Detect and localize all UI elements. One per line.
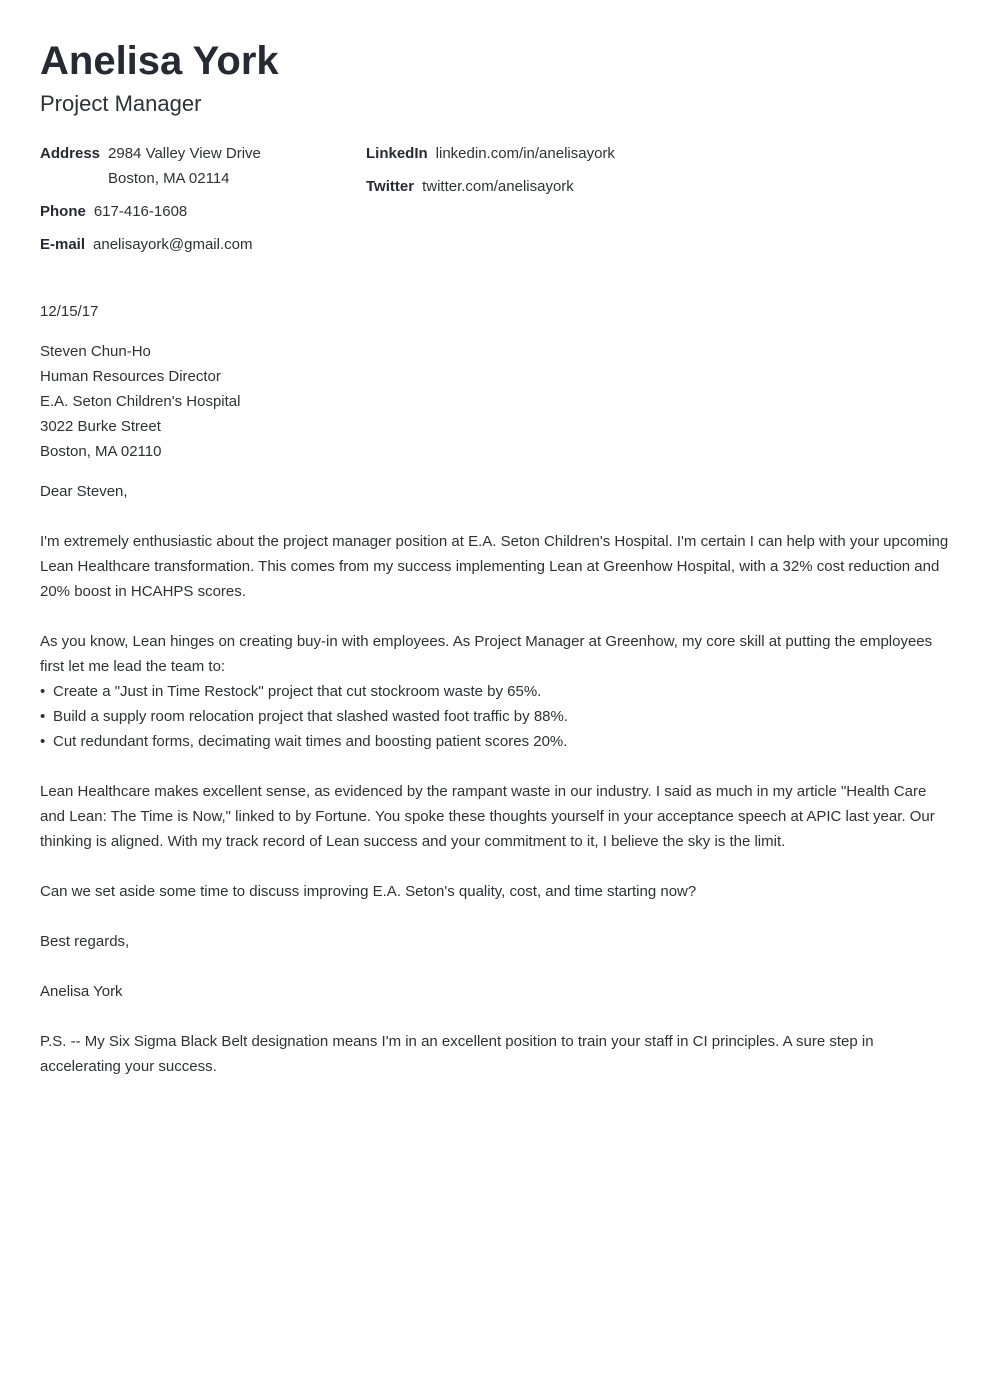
contact-address (40, 141, 366, 191)
recipient-block (40, 339, 950, 464)
salutation: Dear Steven, (40, 483, 128, 500)
contact-column-left (40, 141, 366, 265)
contact-linkedin (366, 141, 615, 166)
list-item (40, 679, 950, 704)
achievement-list (40, 679, 950, 754)
contact-phone (40, 199, 366, 224)
letter-body (40, 299, 950, 1079)
list-item-text: Build a supply room relocation project that slashed wasted foot traffic by 88%. (53, 708, 569, 725)
phone-label: Phone (40, 203, 86, 220)
bullet-icon: • (40, 708, 46, 725)
paragraph-2: As you know, Lean hinges on creating buy-in with employees. As Project Manager at Greenhow, my core skill at putting the employees first let me lead the team to: (40, 633, 933, 675)
recipient-city: Boston, MA 02110 (40, 443, 162, 460)
address-label: Address (40, 145, 101, 162)
closing: Best regards, (40, 933, 130, 950)
linkedin-value: linkedin.com/in/anelisayork (435, 145, 615, 162)
list-item (40, 704, 950, 729)
postscript: P.S. -- My Six Sigma Black Belt designation means I'm in an excellent position to train your staff in CI principles. A sure step in accelerating your success. (40, 1033, 874, 1075)
list-item-text: Create a "Just in Time Restock" project that cut stockroom waste by 65%. (53, 683, 542, 700)
twitter-value: twitter.com/anelisayork (422, 178, 574, 195)
phone-value: 617-416-1608 (93, 203, 188, 220)
letter-date: 12/15/17 (40, 303, 99, 320)
email-value: anelisayork@gmail.com (93, 236, 253, 253)
bullet-icon: • (40, 733, 46, 750)
paragraph-1: I'm extremely enthusiastic about the project manager position at E.A. Seton Children's Hospital. I'm certain I can help with your upcoming Lean Healthcare transformation. This comes from my success implementing Lean at Greenhow Hospital, with a 32% cost reduction and 20% boost in HCAHPS scores. (40, 533, 949, 600)
paragraph-3: Lean Healthcare makes excellent sense, as evidenced by the rampant waste in our industry. I said as much in my article "Health Care and Lean: The Time is Now," linked to by Fortune. You spoke these thoughts yourself in your acceptance speech at APIC last year. Our thinking is aligned. With my track record of Lean success and your commitment to it, I believe the sky is the limit. (40, 783, 935, 850)
twitter-label: Twitter (366, 178, 415, 195)
address-line-2: Boston, MA 02114 (108, 170, 230, 187)
contact-details (40, 141, 950, 265)
bullet-icon: • (40, 683, 46, 700)
address-value (108, 141, 261, 191)
contact-column-right (366, 141, 615, 265)
recipient-position: Human Resources Director (40, 368, 221, 385)
signature: Anelisa York (40, 983, 123, 1000)
contact-twitter (366, 174, 615, 199)
applicant-name: Anelisa York (40, 39, 279, 83)
linkedin-label: LinkedIn (366, 145, 428, 162)
applicant-title: Project Manager (40, 91, 202, 116)
paragraph-4: Can we set aside some time to discuss improving E.A. Seton's quality, cost, and time starting now? (40, 883, 697, 900)
address-line-1: 2984 Valley View Drive (108, 145, 261, 162)
contact-email (40, 232, 366, 257)
recipient-street: 3022 Burke Street (40, 418, 161, 435)
recipient-organization: E.A. Seton Children's Hospital (40, 393, 241, 410)
list-item-text: Cut redundant forms, decimating wait times and boosting patient scores 20%. (53, 733, 568, 750)
list-item (40, 729, 950, 754)
recipient-name: Steven Chun-Ho (40, 343, 151, 360)
email-label: E-mail (40, 236, 86, 253)
